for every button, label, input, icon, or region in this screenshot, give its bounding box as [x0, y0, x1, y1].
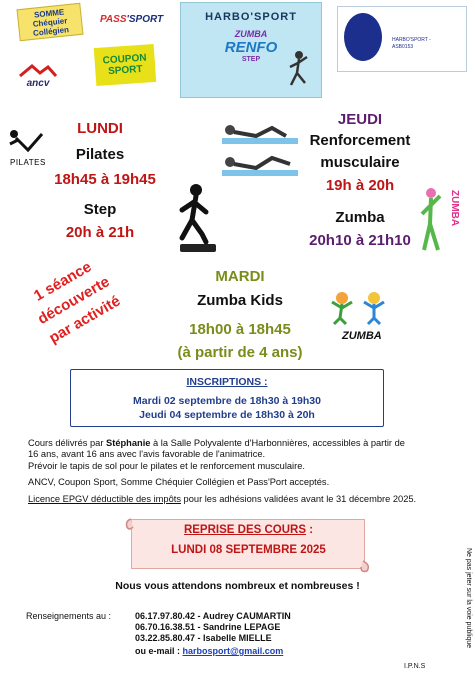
ipns-mark: I.P.N.S — [404, 663, 426, 670]
pilates-figure-icon — [6, 128, 50, 156]
contact-isabelle: 03.22.85.80.47 - Isabelle MIELLE — [135, 633, 272, 643]
jeudi-activity-renfo-1: Renforcement — [309, 132, 411, 149]
reprise-date: LUNDI 08 SEPTEMBRE 2025 — [171, 544, 326, 556]
lundi-time-pilates: 18h45 à 19h45 — [54, 171, 156, 188]
email-label: ou e-mail : — [135, 646, 183, 656]
renfo-figure-top-icon — [220, 120, 300, 146]
coupon-sport-text: COUPON SPORT — [102, 52, 147, 78]
mardi-time: 18h00 à 18h45 — [189, 321, 291, 338]
lundi-activity-pilates: Pilates — [75, 146, 125, 163]
info-line5-a: Licence EPGV déductible des impôts — [28, 494, 181, 504]
inscriptions-line2: Jeudi 04 septembre de 18h30 à 20h — [139, 409, 315, 421]
somme-cheque-logo-text: SOMME Chéquier Collégien — [32, 6, 70, 38]
info-line1-b: Stéphanie — [106, 438, 151, 448]
pilates-caption: PILATES — [10, 158, 46, 167]
ancv-logo-text: ancv — [26, 77, 50, 89]
contact-email-line — [135, 646, 283, 657]
mardi-activity: Zumba Kids — [197, 292, 283, 309]
vertical-notice: Ne pas jeter sur la voie publique — [465, 548, 472, 649]
dancer-silhouette-icon — [287, 49, 311, 89]
zumba-kids-icon — [328, 290, 394, 326]
reprise-colon: : — [306, 524, 314, 536]
quality-label-logo — [337, 6, 467, 72]
jeudi-activity-zumba: Zumba — [335, 209, 385, 226]
info-line1-c: à la Salle Polyvalente d'Harbonnières, accessibles à partir de — [150, 438, 405, 448]
passport-logo — [100, 14, 163, 25]
info-line4: ANCV, Coupon Sport, Somme Chéquier Collégien et Pass'Port acceptés. — [28, 477, 330, 487]
jeudi-activity-renfo-2: musculaire — [320, 154, 400, 171]
info-line3: Prévoir le tapis de sol pour le pilates et le renforcement musculaire. — [28, 461, 305, 471]
renfo-figure-bottom-icon — [220, 152, 300, 178]
info-line5-b: pour les adhésions validées avant le 31 décembre 2025. — [180, 494, 417, 504]
reprise-title-line — [125, 524, 372, 536]
info-line1 — [28, 438, 458, 449]
reprise-title: REPRISE DES COURS — [183, 524, 307, 536]
mardi-note: (à partir de 4 ans) — [177, 344, 303, 361]
reprise-scroll — [125, 515, 372, 573]
inscriptions-box — [70, 369, 384, 427]
contact-audrey: 06.17.97.80.42 - Audrey CAUMARTIN — [135, 611, 291, 621]
somme-cheque-logo — [17, 3, 84, 42]
ancv-logo — [14, 60, 62, 92]
info-line2: 16 ans, avant 16 ans avec l'avis favorable de l'animatrice. — [28, 449, 266, 459]
jeudi-time-zumba: 20h10 à 21h10 — [309, 232, 411, 249]
lundi-time-step: 20h à 21h — [65, 224, 135, 241]
label-text: HARBO'SPORT - ASB0153 — [392, 37, 431, 50]
info-line1-a: Cours délivrés par — [28, 438, 107, 448]
email-link[interactable]: harbosport@gmail.com — [182, 646, 284, 656]
zumba-dancer-icon — [420, 186, 442, 256]
closing-message: Nous vous attendons nombreux et nombreuses ! — [115, 580, 360, 592]
lundi-activity-step: Step — [83, 201, 117, 218]
info-line5 — [28, 494, 458, 505]
zumba-kids-logo: ZUMBA — [342, 330, 382, 342]
discovery-badge: 1 séance découverte par activité — [31, 258, 124, 347]
harbo-zumba: ZUMBA — [234, 29, 268, 39]
lundi-day: LUNDI — [77, 120, 123, 137]
passport-logo-a: PASS — [100, 14, 127, 25]
harbo-renfo: RENFO — [224, 39, 278, 56]
ancv-swoosh-icon — [18, 64, 58, 78]
jeudi-day: JEUDI — [337, 111, 383, 128]
jeudi-time-renfo: 19h à 20h — [325, 177, 395, 194]
harbo-step: STEP — [241, 56, 261, 63]
zumba-vertical-logo: ZUMBA — [449, 190, 460, 227]
step-silhouette-icon — [172, 182, 220, 256]
mardi-day: MARDI — [215, 268, 265, 285]
inscriptions-line1: Mardi 02 septembre de 18h30 à 19h30 — [133, 395, 321, 407]
inscriptions-title: INSCRIPTIONS : — [186, 376, 268, 388]
contacts-label: Renseignements au : — [26, 611, 112, 621]
harbo-title: HARBO'SPORT — [205, 11, 297, 23]
passport-logo-b: 'SPORT — [126, 14, 164, 25]
coupon-sport-logo — [94, 44, 157, 86]
harbosport-logo — [180, 2, 322, 98]
contact-sandrine: 06.70.16.38.51 - Sandrine LEPAGE — [135, 622, 281, 632]
label-badge-icon — [344, 13, 382, 61]
